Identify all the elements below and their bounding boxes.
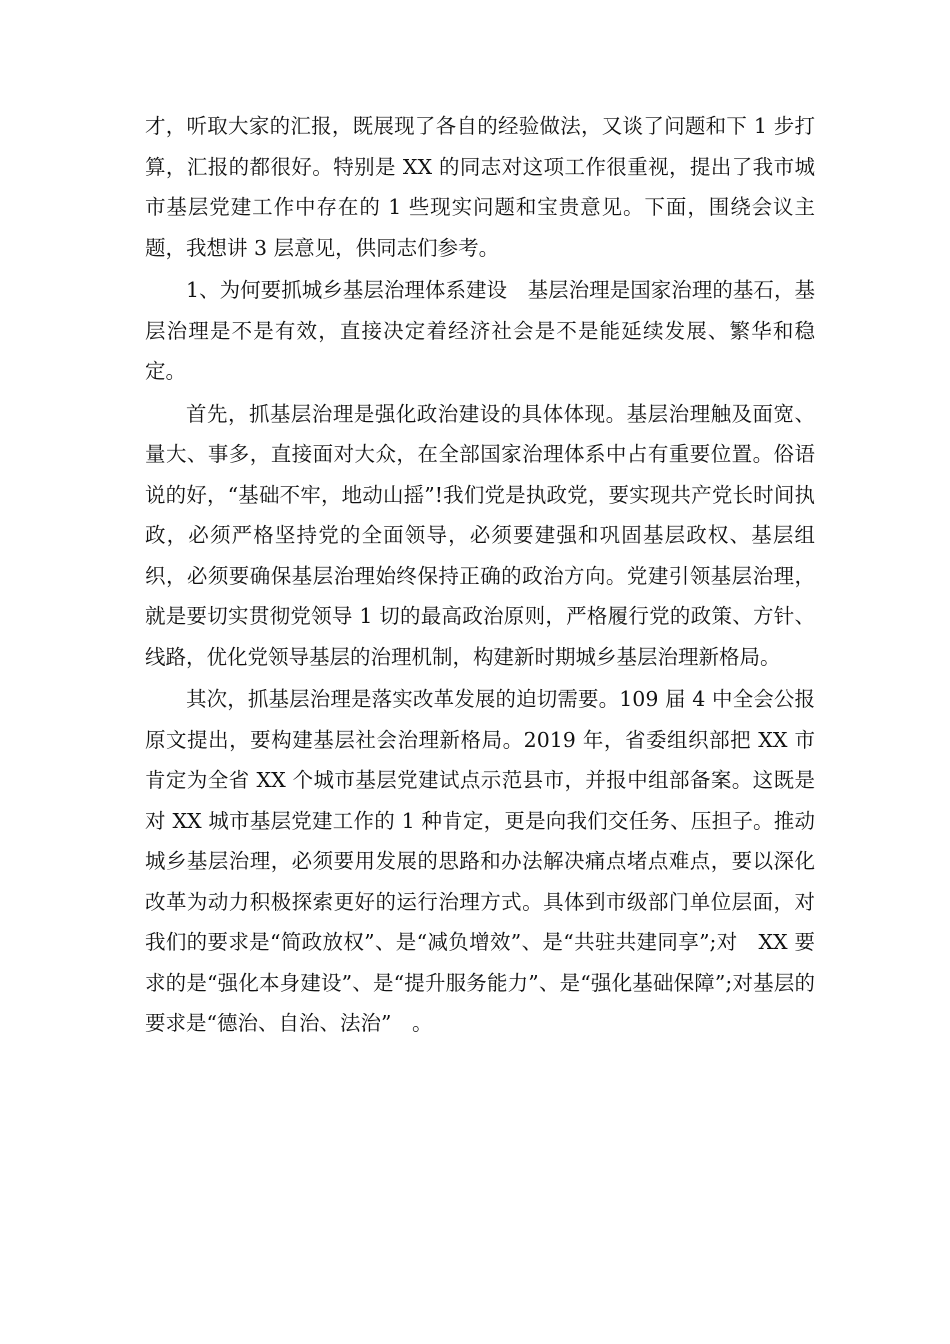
paragraph-first-point: 首先，抓基层治理是强化政治建设的具体体现。基层治理触及面宽、量大、事多，直接面对大众，在全部国家治理体系中占有重要位置。俗语说的好，“基础不牢，地动山摇”!我们党是执政党，要实现共产党长时间执政，必须严格坚持党的全面领导，必须要建强和巩固基层政权、基层组织，必须要确保基层治理始终保持正确的政治方向。党建引领基层治理，就是要切实贯彻党领导 1 切的最高政治原则，严格履行党的政策、方针、线路，优化党领导基层的治理机制，构建新时期城乡基层治理新格局。 [145, 401, 815, 669]
paragraph-second-point: 其次，抓基层治理是落实改革发展的迫切需要。109 届 4 中全会公报原文提出，要构建基层社会治理新格局。2019 年，省委组织部把 XX 市肯定为全省 XX 个城市基层党建试点示范县市，并报中组部备案。这既是对 XX 城市基层党建工作的 1 种肯定，更是向我们交任务、压担子。推动城乡基层治理，必须要用发展的思路和办法解决痛点堵点难点，要以深化改革为动力积极探索更好的运行治理方式。具体到市级部门单位层面，对我们的要求是“简政放权”、是“减负增效”、是“共驻共建同享”;对 XX 要求的是“强化本身建设”、是“提升服务能力”、是“强化基础保障”;对基层的要求是“德治、自治、法治” 。 [145, 687, 815, 1035]
paragraph-continuation: 才，听取大家的汇报，既展现了各自的经验做法，又谈了问题和下 1 步打算，汇报的都很好。特别是 XX 的同志对这项工作很重视，提出了我市城市基层党建工作中存在的 1 些现实问题和宝贵意见。下面，围绕会议主题，我想讲 3 层意见，供同志们参考。 [145, 114, 815, 260]
document-body [145, 106, 815, 1046]
paragraph-section-heading: 1、为何要抓城乡基层治理体系建设 基层治理是国家治理的基石，基层治理是不是有效，直接决定着经济社会是不是能延续发展、繁华和稳定。 [145, 278, 815, 383]
